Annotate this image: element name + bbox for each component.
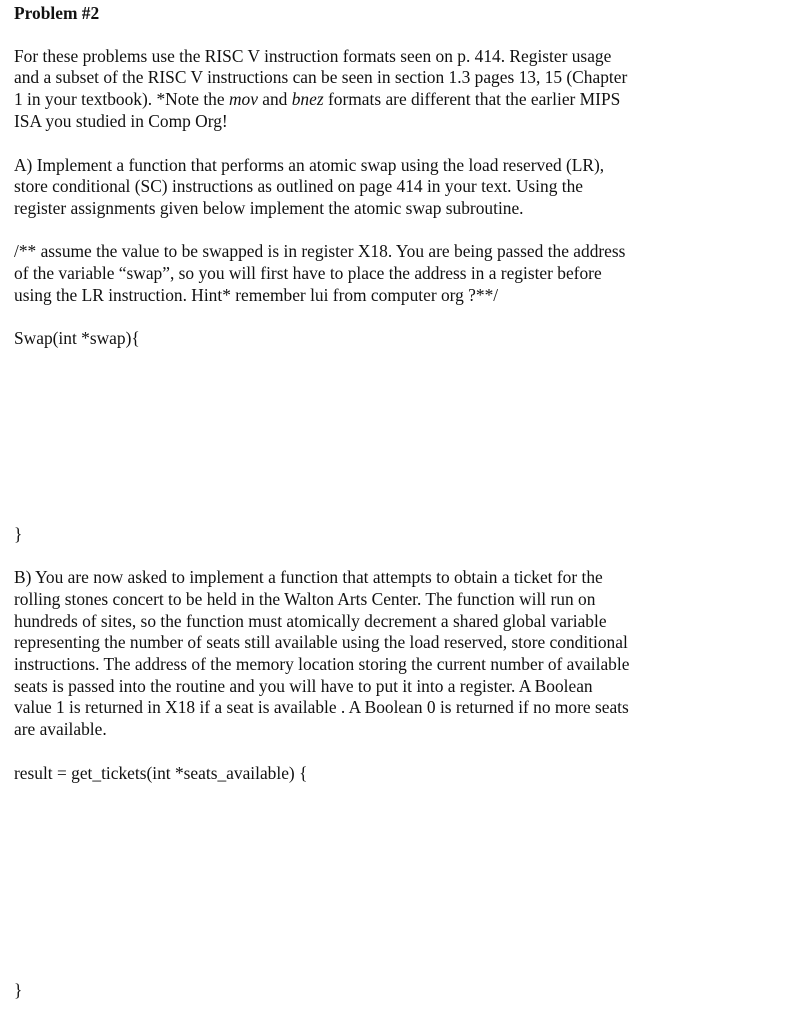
swap-close-brace: }	[14, 524, 23, 544]
part-b-line-5: instructions. The address of the memory location storing the current number of available	[14, 654, 630, 674]
part-b-line-3: hundreds of sites, so the function must atomically decrement a shared global variable	[14, 611, 607, 631]
part-b-line-6: seats is passed into the routine and you will have to put it into a register. A Boolean	[14, 676, 593, 696]
part-a-comment-line-2: of the variable “swap”, so you will first have to place the address in a register before	[14, 263, 602, 283]
swap-answer-area	[14, 352, 754, 522]
intro-line-4: ISA you studied in Comp Org!	[14, 111, 228, 131]
part-b-line-7: value 1 is returned in X18 if a seat is available . A Boolean 0 is returned if no more seats	[14, 697, 629, 717]
get-tickets-signature: result = get_tickets(int *seats_available) {	[14, 763, 308, 783]
part-a-line-3: register assignments given below implement the atomic swap subroutine.	[14, 198, 524, 218]
mov-term: mov	[228, 89, 258, 109]
intro-line-2: and a subset of the RISC V instructions can be seen in section 1.3 pages 13, 15 (Chapter	[14, 67, 628, 87]
part-b-line-8: are available.	[14, 719, 107, 739]
part-a-comment-line-3: using the LR instruction. Hint* remember lui from computer org ?**/	[14, 285, 499, 305]
bnez-term: bnez	[291, 89, 324, 109]
get-tickets-close-brace: }	[14, 980, 23, 1000]
part-b-line-2: rolling stones concert to be held in the Walton Arts Center. The function will run on	[14, 589, 596, 609]
part-b-line-1: B) You are now asked to implement a function that attempts to obtain a ticket for the	[14, 567, 603, 587]
intro-line-3-end: formats are different that the earlier MIPS	[323, 89, 621, 109]
part-a-line-1: A) Implement a function that performs an atomic swap using the load reserved (LR),	[14, 155, 605, 175]
intro-line-1: For these problems use the RISC V instruction formats seen on p. 414. Register usage	[14, 46, 612, 66]
part-a-line-2: store conditional (SC) instructions as outlined on page 414 in your text. Using the	[14, 176, 583, 196]
problem-title: Problem #2	[14, 3, 100, 23]
part-a-comment-line-1: /** assume the value to be swapped is in register X18. You are being passed the address	[14, 241, 626, 261]
part-b-line-4: representing the number of seats still available using the load reserved, store conditional	[14, 632, 628, 652]
swap-signature: Swap(int *swap){	[14, 328, 140, 348]
intro-line-3-start: 1 in your textbook). *Note the	[14, 89, 229, 109]
intro-line-3-and: and	[257, 89, 292, 109]
intro-line-3	[14, 89, 620, 111]
get-tickets-answer-area	[14, 788, 754, 978]
